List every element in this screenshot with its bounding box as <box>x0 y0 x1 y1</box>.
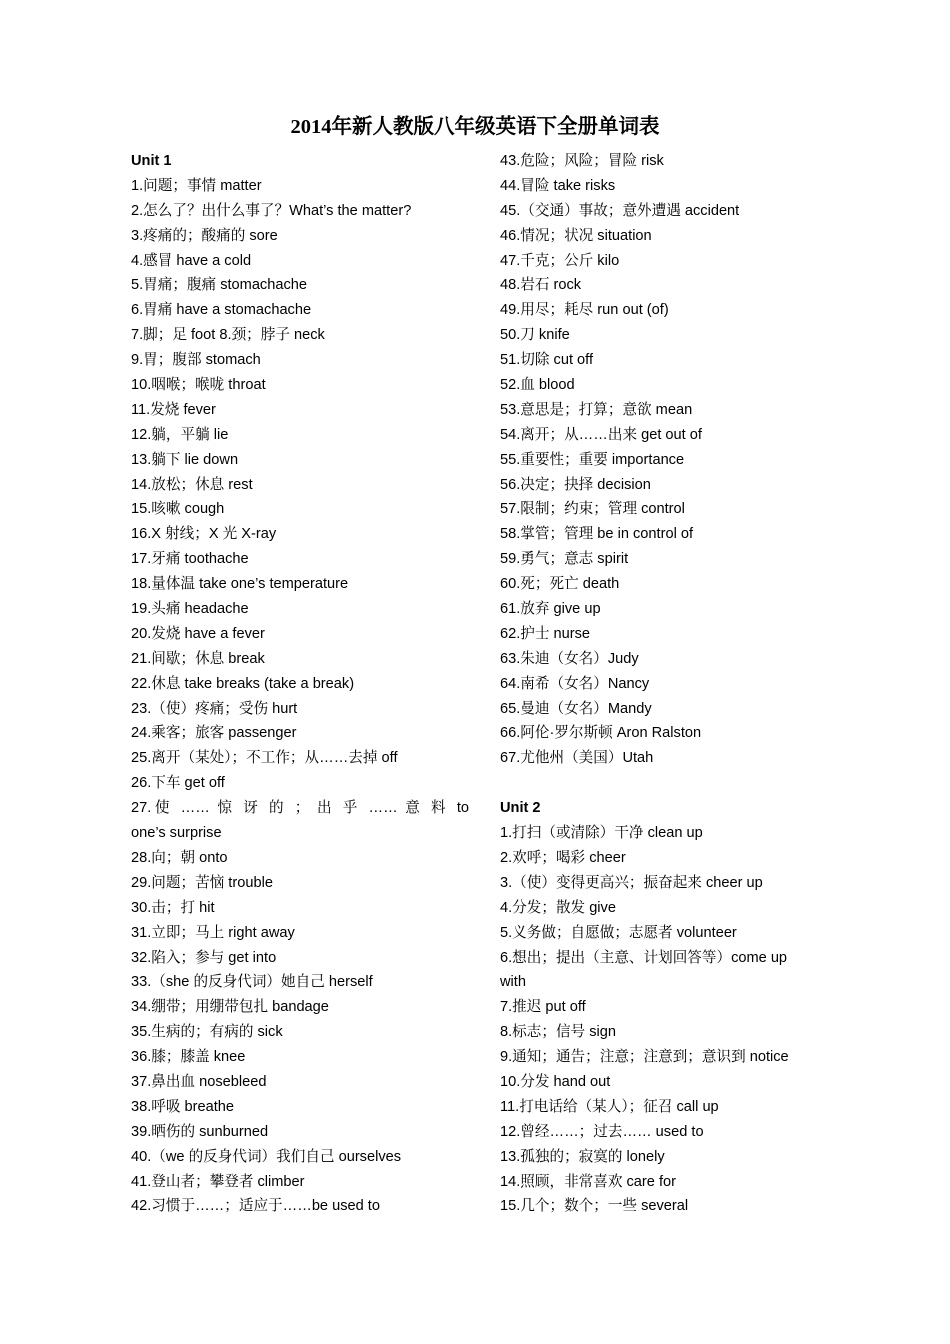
vocab-entry: 50.刀 knife <box>500 327 570 344</box>
vocab-entry: 19.头痛 headache <box>131 601 249 618</box>
vocab-entry: 35.生病的；有病的 sick <box>131 1024 283 1041</box>
vocab-entry: 11.打电话给（某人）；征召 call up <box>500 1098 719 1115</box>
vocab-entry: 21.间歇；休息 break <box>131 650 265 667</box>
vocab-entry: 12.曾经……；过去…… used to <box>500 1123 704 1140</box>
vocab-entry: 4.分发；散发 give <box>500 899 616 916</box>
vocab-entry: 44.冒险 take risks <box>500 177 616 194</box>
vocab-entry: 2.怎么了？出什么事了？What’s the matter? <box>131 202 412 219</box>
vocab-entry: 5.胃痛；腹痛 stomachache <box>131 277 307 294</box>
vocab-entry: 1.打扫（或清除）干净 clean up <box>500 825 703 842</box>
vocab-entry: 6.想出；提出（主意、计划回答等）come up <box>500 949 788 966</box>
vocab-entry: 62.护士 nurse <box>500 625 591 642</box>
vocab-entry: 43.危险；风险；冒险 risk <box>500 153 664 169</box>
vocab-entry: 65.曼迪（女名）Mandy <box>500 700 652 717</box>
vocab-entry: 29.问题；苦恼 trouble <box>131 874 273 891</box>
vocab-entry: 59.勇气；意志 spirit <box>500 551 629 568</box>
vocab-entry: 28.向；朝 onto <box>131 849 228 866</box>
vocab-entry: 18.量体温 take one’s temperature <box>131 576 349 593</box>
vocab-entry: 38.呼吸 breathe <box>131 1098 235 1115</box>
vocab-entry: 42.习惯于……；适应于……be used to <box>131 1198 380 1215</box>
vocab-entry: 41.登山者；攀登者 climber <box>131 1173 305 1190</box>
vocab-entry: 2.欢呼；喝彩 cheer <box>500 849 626 866</box>
vocab-entry: one’s surprise <box>131 825 222 842</box>
vocab-entry: 20.发烧 have a fever <box>131 625 265 642</box>
vocab-entry: 32.陷入；参与 get into <box>131 949 277 966</box>
vocab-entry: 66.阿伦·罗尔斯顿 Aron Ralston <box>500 725 702 742</box>
vocab-entry: 46.情况；状况 situation <box>500 227 652 244</box>
vocab-entry: 1.问题；事情 matter <box>131 177 262 194</box>
vocab-entry: 13.躺下 lie down <box>131 451 239 468</box>
vocab-entry: 39.晒伤的 sunburned <box>131 1123 269 1140</box>
vocab-entry: 27.使 …… 惊 讶 的 ； 出 乎 …… 意 料 to <box>131 800 469 817</box>
vocab-entry: 47.千克；公斤 kilo <box>500 252 620 269</box>
vocab-entry: 53.意思是；打算；意欲 mean <box>500 401 693 418</box>
vocab-entry: 7.推迟 put off <box>500 999 586 1016</box>
vocab-entry: 30.击；打 hit <box>131 899 215 916</box>
vocab-entry: 10.咽喉；喉咙 throat <box>131 377 266 394</box>
vocab-entry: 60.死；死亡 death <box>500 576 620 593</box>
vocab-entry: 52.血 blood <box>500 377 575 394</box>
vocab-entry: 33.（she 的反身代词）她自己 herself <box>131 974 373 991</box>
vocab-entry: 3.（使）变得更高兴；振奋起来 cheer up <box>500 874 763 891</box>
unit-heading: Unit 2 <box>500 800 541 817</box>
vocab-entry: 57.限制；约束；管理 control <box>500 501 685 518</box>
vocab-entry: 49.用尽；耗尽 run out (of) <box>500 302 669 319</box>
vocab-entry: 11.发烧 fever <box>131 401 216 418</box>
vocab-entry: 15.咳嗽 cough <box>131 501 225 518</box>
vocab-entry: 8.标志；信号 sign <box>500 1024 616 1041</box>
vocab-entry: 54.离开；从……出来 get out of <box>500 426 702 443</box>
vocab-entry: 5.义务做；自愿做；志愿者 volunteer <box>500 924 737 941</box>
vocab-entry: 4.感冒 have a cold <box>131 252 252 269</box>
vocab-entry: 55.重要性；重要 importance <box>500 451 685 468</box>
vocab-entry: 56.决定；抉择 decision <box>500 476 651 493</box>
vocab-entry: 15.几个；数个；一些 several <box>500 1198 689 1215</box>
vocab-entry: 40.（we 的反身代词）我们自己 ourselves <box>131 1148 402 1165</box>
vocab-entry: 9.通知；通告；注意；注意到；意识到 notice <box>500 1049 789 1066</box>
vocab-entry: 25.离开（某处）；不工作；从……去掉 off <box>131 750 398 767</box>
vocab-entry: 61.放弃 give up <box>500 601 601 618</box>
vocab-entry: 14.照顾，非常喜欢 care for <box>500 1173 676 1190</box>
vocab-entry: with <box>500 974 526 991</box>
vocab-entry: 23.（使）疼痛；受伤 hurt <box>131 700 298 717</box>
unit-heading: Unit 1 <box>131 153 172 169</box>
blank-line <box>500 771 840 796</box>
document-title: 2014年新人教版八年级英语下全册单词表 <box>290 116 660 138</box>
vocab-entry: 14.放松；休息 rest <box>131 476 253 493</box>
vocab-entry: 16.X 射线；X 光 X-ray <box>131 526 277 543</box>
vocab-entry: 7.脚；足 foot 8.颈；脖子 neck <box>131 327 325 344</box>
vocab-entry: 58.掌管；管理 be in control of <box>500 526 694 543</box>
vocab-entry: 63.朱迪（女名）Judy <box>500 650 639 667</box>
vocab-entry: 26.下车 get off <box>131 775 225 792</box>
vocab-entry: 31.立即；马上 right away <box>131 924 295 941</box>
vocab-entry: 48.岩石 rock <box>500 277 582 294</box>
vocab-entry: 9.胃；腹部 stomach <box>131 352 261 369</box>
vocab-entry: 24.乘客；旅客 passenger <box>131 725 297 742</box>
vocab-entry: 10.分发 hand out <box>500 1073 611 1090</box>
vocab-entry: 64.南希（女名）Nancy <box>500 675 650 692</box>
vocab-entry: 67.尤他州（美国）Utah <box>500 750 654 767</box>
vocab-entry: 22.休息 take breaks (take a break) <box>131 675 355 692</box>
vocab-entry: 51.切除 cut off <box>500 352 594 369</box>
left-column <box>131 149 469 1219</box>
vocab-entry: 36.膝；膝盖 knee <box>131 1049 246 1066</box>
vocab-entry: 34.绷带；用绷带包扎 bandage <box>131 999 329 1016</box>
right-column <box>500 149 840 1219</box>
vocab-entry: 17.牙痛 toothache <box>131 551 249 568</box>
vocab-entry: 3.疼痛的；酸痛的 sore <box>131 227 278 244</box>
vocab-entry: 6.胃痛 have a stomachache <box>131 302 312 319</box>
vocab-entry: 13.孤独的；寂寞的 lonely <box>500 1148 665 1165</box>
vocab-entry: 37.鼻出血 nosebleed <box>131 1073 267 1090</box>
vocab-entry: 45.（交通）事故；意外遭遇 accident <box>500 202 740 219</box>
vocab-entry: 12.躺，平躺 lie <box>131 426 229 443</box>
